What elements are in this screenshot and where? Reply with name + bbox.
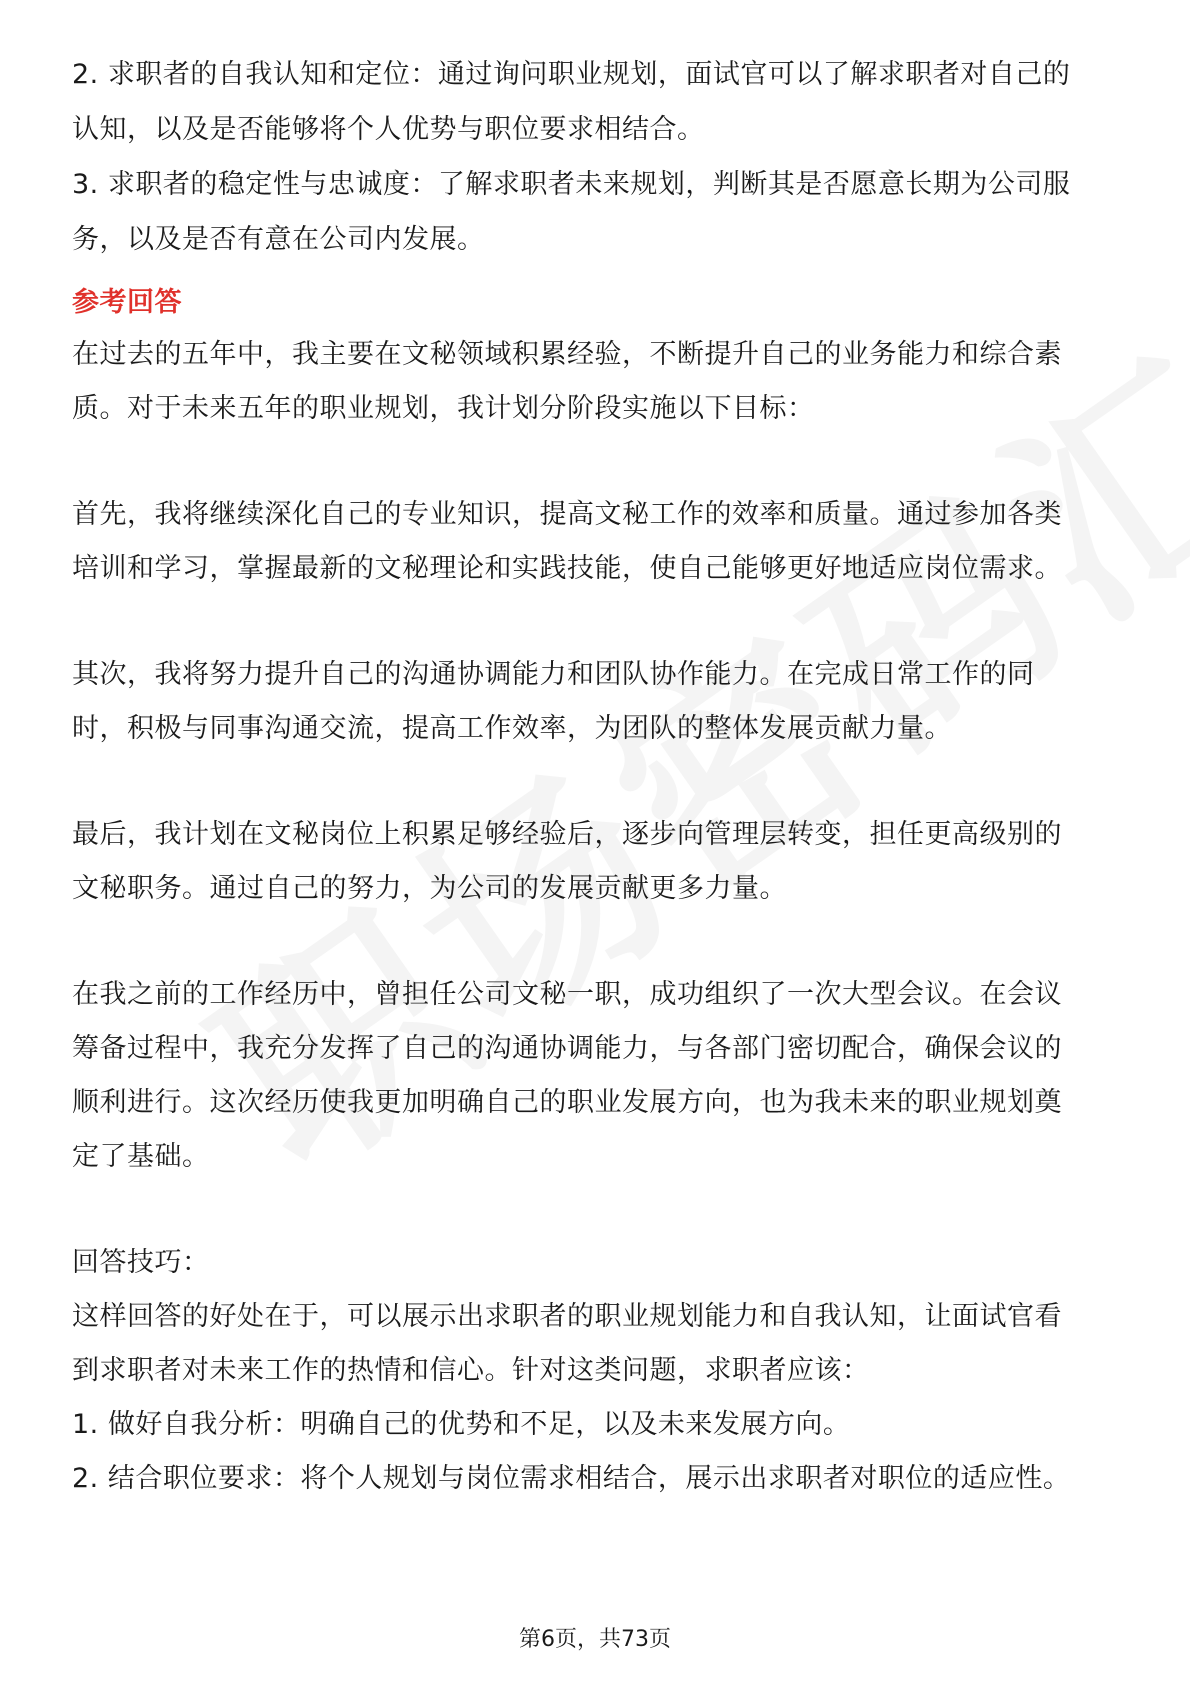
paragraph-line: 首先，我将继续深化自己的专业知识，提高文秘工作的效率和质量。通过参加各类 <box>72 499 1062 530</box>
paragraph-line: 质。对于未来五年的职业规划，我计划分阶段实施以下目标： <box>72 393 815 424</box>
paragraph-line: 务，以及是否有意在公司内发展。 <box>72 224 485 255</box>
paragraph-line: 到求职者对未来工作的热情和信心。针对这类问题，求职者应该： <box>72 1355 870 1386</box>
list-item: 1. 做好自我分析：明确自己的优势和不足，以及未来发展方向。 <box>72 1409 851 1440</box>
paragraph-line: 在我之前的工作经历中，曾担任公司文秘一职，成功组织了一次大型会议。在会议 <box>72 979 1062 1010</box>
paragraph-line: 这样回答的好处在于，可以展示出求职者的职业规划能力和自我认知，让面试官看 <box>72 1301 1062 1332</box>
paragraph-line: 时，积极与同事沟通交流，提高工作效率，为团队的整体发展贡献力量。 <box>72 713 952 744</box>
paragraph-line: 定了基础。 <box>72 1141 210 1172</box>
paragraph-line: 在过去的五年中，我主要在文秘领域积累经验，不断提升自己的业务能力和综合素 <box>72 339 1062 370</box>
paragraph-line: 最后，我计划在文秘岗位上积累足够经验后，逐步向管理层转变，担任更高级别的 <box>72 819 1062 850</box>
paragraph-line: 其次，我将努力提升自己的沟通协调能力和团队协作能力。在完成日常工作的同 <box>72 659 1035 690</box>
tips-heading: 回答技巧： <box>72 1247 210 1278</box>
paragraph-line: 筹备过程中，我充分发挥了自己的沟通协调能力，与各部门密切配合，确保会议的 <box>72 1033 1062 1064</box>
page-number: 第6页，共73页 <box>519 1627 671 1652</box>
paragraph-line: 3. 求职者的稳定性与忠诚度：了解求职者未来规划，判断其是否愿意长期为公司服 <box>72 169 1071 200</box>
list-item: 2. 结合职位要求：将个人规划与岗位需求相结合，展示出求职者对职位的适应性。 <box>72 1463 1071 1494</box>
section-heading: 参考回答 <box>72 287 182 318</box>
paragraph-line: 顺利进行。这次经历使我更加明确自己的职业发展方向，也为我未来的职业规划奠 <box>72 1087 1062 1118</box>
paragraph-line: 认知，以及是否能够将个人优势与职位要求相结合。 <box>72 114 705 145</box>
paragraph-line: 培训和学习，掌握最新的文秘理论和实践技能，使自己能够更好地适应岗位需求。 <box>72 553 1062 584</box>
paragraph-line: 2. 求职者的自我认知和定位：通过询问职业规划，面试官可以了解求职者对自己的 <box>72 59 1071 90</box>
paragraph-line: 文秘职务。通过自己的努力，为公司的发展贡献更多力量。 <box>72 873 787 904</box>
